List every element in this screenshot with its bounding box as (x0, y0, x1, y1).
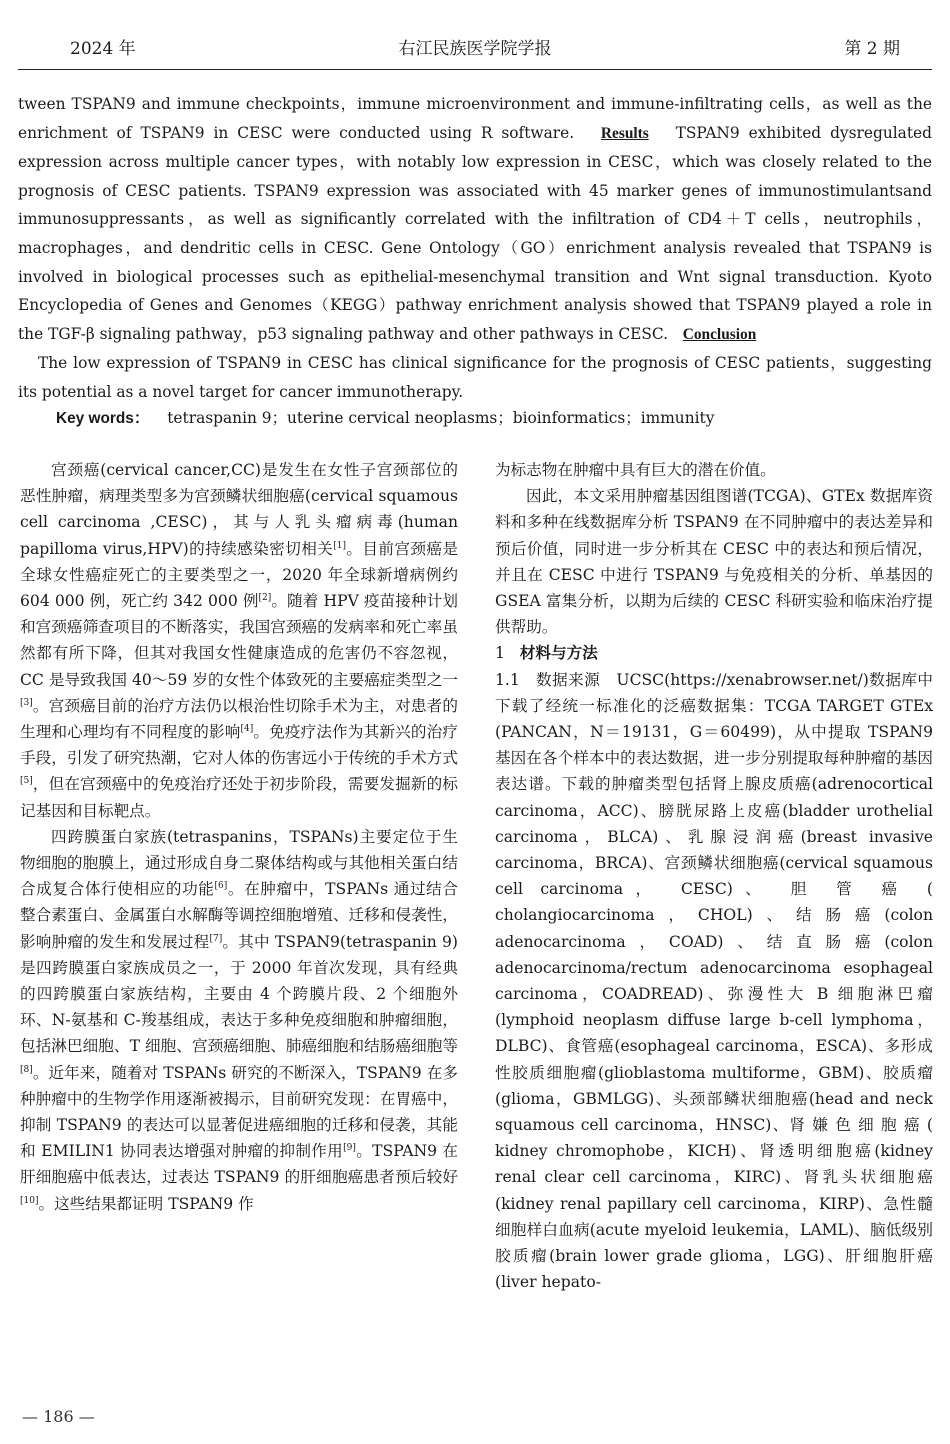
citation: [1] (333, 540, 346, 551)
citation: [4] (240, 724, 254, 735)
left-column (20, 457, 458, 1217)
intro-paragraph-3: 因此，本文采用肿瘤基因组图谱(TCGA)、GTEx 数据库资料和多种在线数据库分析 TSPAN9 在不同肿瘤中的表达差异和预后价值，同时进一步分析其在 CESC 中的表达和预后情况，并且在 CESC 中进行 TSPAN9 与免疫相关的分析、单基因的 GSEA 富集分析，以期为后续的 CESC 科研实验和临床治疗提供帮助。 (495, 487, 933, 637)
keywords-label: Key words： (56, 410, 150, 427)
english-abstract (18, 90, 932, 407)
abstract-results-text: TSPAN9 exhibited dysregulated expression across multiple cancer types，with notably low expression in CESC，which was closely related to the prognosis of CESC patients. TSPAN9 expression was associated with 45 marker genes of immunostimulantsand immunosuppressants，as well as significantly correlated with the infiltration of CD4＋T cells，neutrophils，macrophages，and dendritic cells in CESC. Gene Ontology（GO）enrichment analysis revealed that TSPAN9 is involved in biological processes such as epithelial-mesenchymal transition and Wnt signal transduction. Kyoto Encyclopedia of Genes and Genomes（KEGG）pathway enrichment analysis showed that TSPAN9 played a role in the TGF-β signaling pathway，p53 signaling pathway and other pathways in CESC. (18, 123, 932, 343)
section-heading: 1 材料与方法 (495, 644, 598, 663)
citation: [7] (209, 933, 223, 944)
abstract-methods-text: tween TSPAN9 and immune checkpoints，immune microenvironment and immune-infiltrating cells，as well as the enrichment of TSPAN9 in CESC were conducted using R software. (18, 95, 932, 142)
citation: [8] (20, 1064, 33, 1075)
subsection-number: 1.1 (495, 670, 520, 689)
conclusion-label: Conclusion (682, 325, 757, 343)
intro-paragraph-1: 宫颈癌(cervical cancer,CC)是发生在女性子宫颈部位的恶性肿瘤，病理类型多为宫颈鳞状细胞癌(cervical squamous cell carcinoma ,CESC)，其与人乳头瘤病毒(human papilloma virus,HPV)的持续感染密切相关[1]。目前宫颈癌是全球女性癌症死亡的主要类型之一，2020 年全球新增病例约 604 000 例，死亡约 342 000 例[2]。随着 HPV 疫苗接种计划和宫颈癌筛查项目的不断落实，我国宫颈癌的发病率和死亡率虽然都有所下降，但其对我国女性健康造成的危害仍不容忽视，CC 是导致我国 40～59 岁的女性个体致死的主要癌症类型之一[3]。宫颈癌目前的治疗方法仍以根治性切除手术为主，对患者的生理和心理均有不同程度的影响[4]。免疫疗法作为其新兴的治疗手段，引发了研究热潮，它对人体的伤害远小于传统的手术方式[5]，但在宫颈癌中的免疫治疗还处于初步阶段，需要发掘新的标记基因和目标靶点。 (20, 461, 458, 820)
subsection-title: 数据来源 (536, 670, 601, 689)
abstract-paragraph-1 (18, 90, 932, 349)
citation: [5] (20, 776, 33, 787)
header-rule (18, 69, 932, 70)
header-year: 2024 年 (70, 39, 136, 59)
header-issue: 第 2 期 (844, 39, 900, 59)
keywords (56, 406, 714, 428)
page-number: — 186 — (22, 1407, 95, 1426)
citation: [6] (214, 881, 228, 892)
keywords-text: tetraspanin 9；uterine cervical neoplasms；bioinformatics；immunity (167, 409, 715, 427)
results-label: Results (600, 124, 649, 142)
right-column (495, 457, 933, 1296)
citation: [3] (20, 697, 33, 708)
intro-paragraph-2: 四跨膜蛋白家族(tetraspanins，TSPANs)主要定位于生物细胞的胞膜上，通过形成自身二聚体结构或与其他相关蛋白结合成复合体行使相应的功能[6]。在肿瘤中，TSPANs 通过结合整合素蛋白、金属蛋白水解酶等调控细胞增殖、迁移和侵袭性，影响肿瘤的发生和发展过程[7]。其中 TSPAN9(tetraspanin 9)是四跨膜蛋白家族成员之一，于 2000 年首次发现，具有经典的四跨膜蛋白家族结构，主要由 4 个跨膜片段、2 个细胞外环、N-氨基和 C-羧基组成，表达于多种免疫细胞和肿瘤细胞，包括淋巴细胞、T 细胞、宫颈癌细胞、肺癌细胞和结肠癌细胞等[8]。近年来，随着对 TSPANs 研究的不断深入，TSPAN9 在多种肿瘤中的生物学作用逐渐被揭示，目前研究发现：在胃癌中，抑制 TSPAN9 的表达可以显著促进癌细胞的迁移和侵袭，其能和 EMILIN1 协同表达增强对肿瘤的抑制作用[9]。TSPAN9 在肝细胞癌中低表达，过表达 TSPAN9 的肝细胞癌患者预后较好[10]。这些结果都证明 TSPAN9 作 (20, 827, 458, 1213)
methods-paragraph: 1.1 数据来源 UCSC(https://xenabrowser.net/)数据库中下载了经统一标准化的泛癌数据集：TCGA TARGET GTEx (PANCAN，N＝19131，G＝60499)，从中提取 TSPAN9 基因在各个样本中的表达数据，进一步分别提取每种肿瘤的基因表达谱。下载的肿瘤类型包括肾上腺皮质癌(adrenocortical carcinoma，ACC)、膀胱尿路上皮癌(bladder urothelial carcinoma，BLCA)、乳腺浸润癌(breast invasive carcinoma，BRCA)、宫颈鳞状细胞癌(cervical squamous cell carcinoma， CESC)、 胆 管 癌 ( cholangiocarcinoma，CHOL)、结肠癌(colon adenocarcinoma，COAD)、结直肠癌(colon adenocarcinoma/rectum adenocarcinoma esophageal carcinoma，COADREAD)、弥漫性大 B 细胞淋巴瘤(lymphoid neoplasm diffuse large b-cell lymphoma，DLBC)、食管癌(esophageal carcinoma，ESCA)、多形成性胶质细胞瘤(glioblastoma multiforme，GBM)、胶质瘤(glioma，GBMLGG)、头颈部鳞状细胞癌(head and neck squamous cell carcinoma，HNSC)、肾 嫌 色 细 胞 癌 ( kidney chromophobe，KICH)、肾透明细胞癌(kidney renal clear cell carcinoma，KIRC)、肾乳头状细胞癌(kidney renal papillary cell carcinoma，KIRP)、急性髓细胞样白血病(acute myeloid leukemia，LAML)、脑低级别胶质瘤(brain lower grade glioma，LGG)、肝细胞肝癌(liver hepato- (495, 670, 934, 1292)
abstract-conclusion-text: The low expression of TSPAN9 in CESC has clinical significance for the prognosis of CESC patients，suggesting its potential as a novel target for cancer immunotherapy. (18, 354, 932, 401)
citation: [2] (258, 593, 272, 604)
running-header (40, 34, 910, 60)
citation: [10] (20, 1195, 39, 1206)
header-journal: 右江民族医学院学报 (398, 39, 552, 59)
citation: [9] (343, 1143, 356, 1154)
intro-paragraph-2-continued: 为标志物在肿瘤中具有巨大的潜在价值。 (495, 461, 776, 479)
